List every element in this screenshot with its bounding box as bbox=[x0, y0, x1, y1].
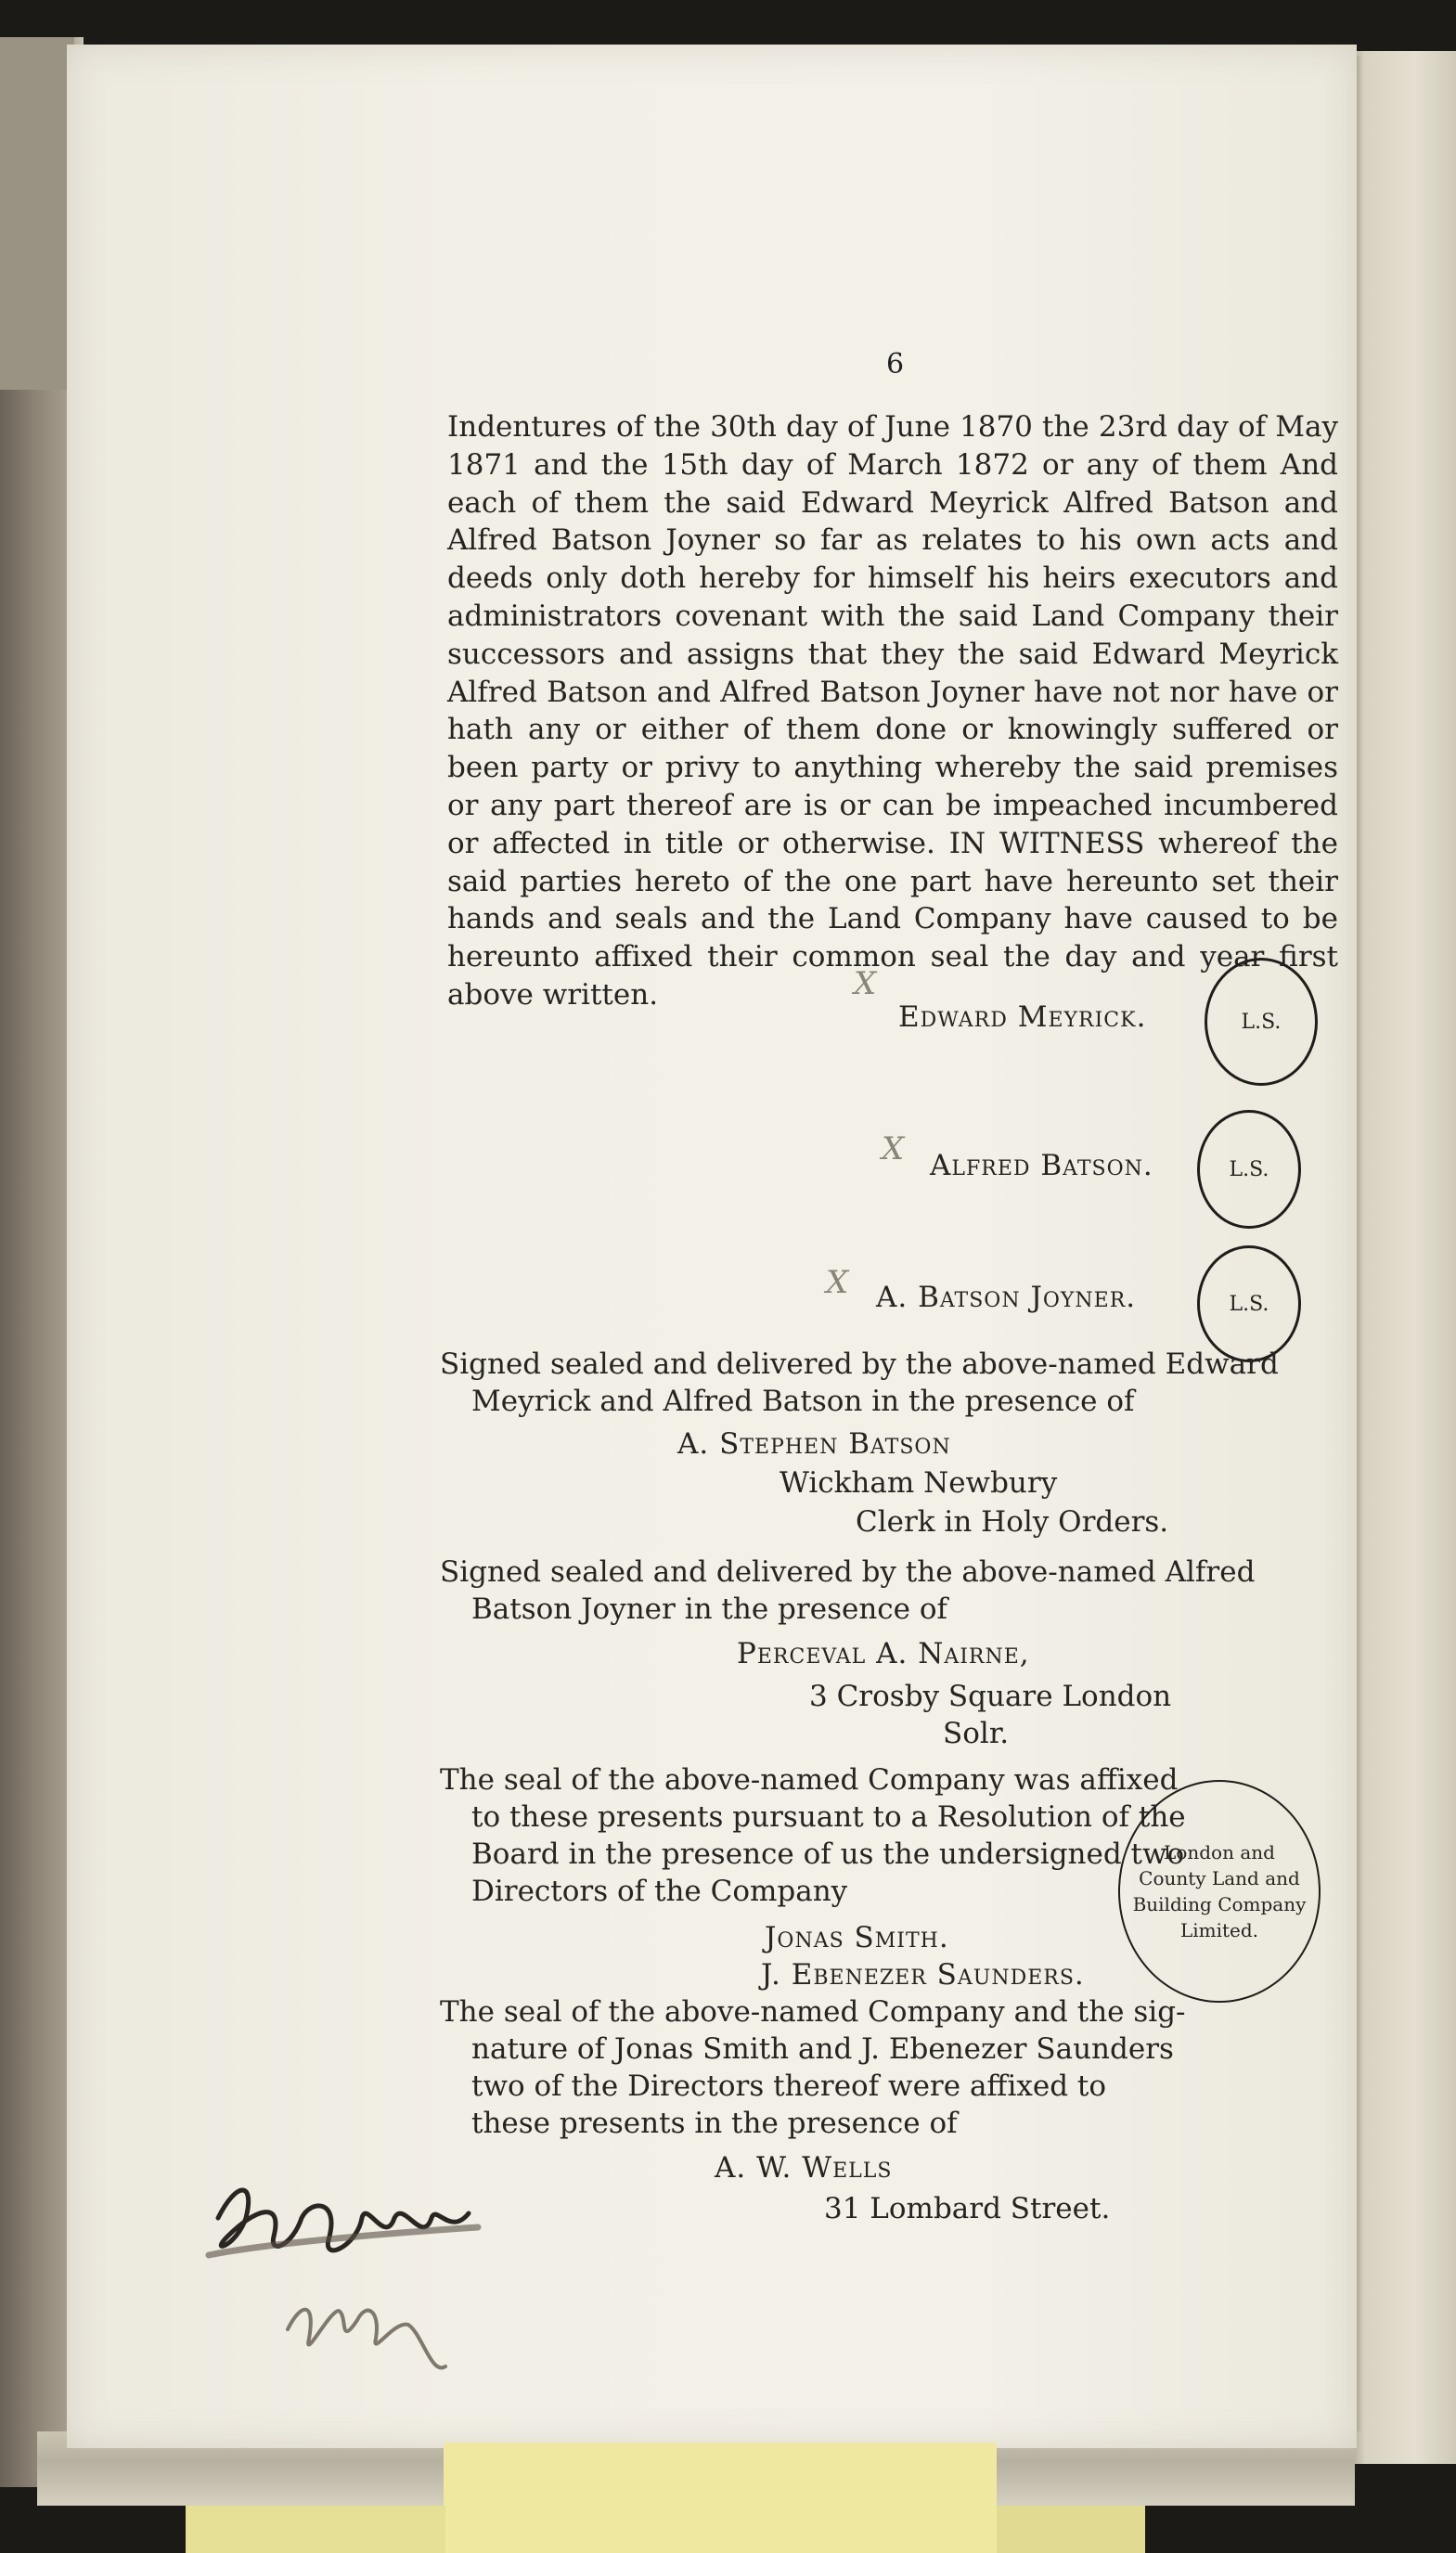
final-attestation-line-3: two of the Directors thereof were affixed to bbox=[471, 2069, 1107, 2103]
witness-1-occupation: Clerk in Holy Orders. bbox=[856, 1505, 1169, 1539]
page-number: 6 bbox=[886, 348, 905, 380]
final-attestation-line-1: The seal of the above-named Company and the sig- bbox=[440, 1995, 1186, 2029]
deed-body-paragraph: Indentures of the 30th day of June 1870 the 23rd day of May 1871 and the 15th day of March 1872 or any of them And each of them the said Edward Meyrick Alfred Batson and Alfred Batson Joyner so far as relates to his own acts and deeds only doth hereby for himself his heirs executors and administrators covenant with the said Land Company their successors and assigns that they the said Edward Meyrick Alfred Batson and Alfred Batson Joyner have not nor have or hath any or either of them done or knowingly suffered or been party or privy to anything whereby the said premises or any part thereof are is or can be impeached incumbered or affected in title or otherwise. IN WITNESS whereof the said parties hereto of the one part have hereunto set their hands and seals and the Land Company have caused to be hereunto affixed their common seal the day and year first above written. bbox=[447, 410, 1338, 1012]
company-seal-clause-line-2: to these presents pursuant to a Resolution of the bbox=[471, 1800, 1186, 1834]
seal-label-2: L.S. bbox=[1229, 1157, 1269, 1181]
company-seal-text-1: London and bbox=[1164, 1841, 1275, 1863]
seal-label-3: L.S. bbox=[1229, 1292, 1269, 1316]
director-2-name: J. Ebenezer Saunders. bbox=[761, 1958, 1085, 1992]
company-seal-clause-line-1: The seal of the above-named Company was affixed bbox=[440, 1763, 1179, 1797]
witness-2-occupation: Solr. bbox=[943, 1717, 1010, 1750]
final-attestation-line-2: nature of Jonas Smith and J. Ebenezer Saunders bbox=[471, 2032, 1174, 2066]
witness-2-address: 3 Crosby Square London bbox=[809, 1680, 1172, 1713]
adjacent-page-right bbox=[1355, 51, 1456, 2464]
attestation-1-line-2: Meyrick and Alfred Batson in the presence of bbox=[471, 1385, 1135, 1418]
seal-label-1: L.S. bbox=[1241, 1010, 1282, 1034]
attestation-2-line-2: Batson Joyner in the presence of bbox=[471, 1592, 947, 1626]
yellow-paper-strip-right bbox=[997, 2506, 1145, 2553]
yellow-paper-strip-left bbox=[186, 2506, 445, 2553]
company-seal-text-4: Limited. bbox=[1179, 1919, 1259, 1941]
witness-3-name: A. W. Wells bbox=[715, 2151, 893, 2185]
company-seal-text-2: County Land and bbox=[1139, 1867, 1300, 1889]
pencil-mark-1: X bbox=[854, 965, 877, 1002]
witness-1-address: Wickham Newbury bbox=[780, 1466, 1058, 1500]
attestation-1-line-1: Signed sealed and delivered by the above-named Edward bbox=[440, 1347, 1279, 1381]
attestation-2-line-1: Signed sealed and delivered by the above-named Alfred bbox=[440, 1555, 1256, 1589]
signatory-name-1: Edward Meyrick. bbox=[898, 1000, 1147, 1034]
seal-circle-1 bbox=[1205, 958, 1318, 1086]
signatory-name-2: Alfred Batson. bbox=[930, 1149, 1153, 1182]
director-1-name: Jonas Smith. bbox=[765, 1921, 949, 1954]
witness-3-address: 31 Lombard Street. bbox=[824, 2192, 1111, 2225]
signatory-name-3: A. Batson Joyner. bbox=[876, 1281, 1137, 1314]
handwritten-signature bbox=[200, 2162, 506, 2413]
company-seal-circle bbox=[1118, 1780, 1321, 2003]
pencil-mark-2: X bbox=[882, 1130, 905, 1167]
witness-2-name: Perceval A. Nairne, bbox=[737, 1637, 1030, 1670]
seal-circle-3 bbox=[1197, 1245, 1301, 1362]
pencil-mark-3: X bbox=[826, 1264, 849, 1301]
company-seal-text-3: Building Company bbox=[1132, 1893, 1307, 1915]
witness-1-name: A. Stephen Batson bbox=[677, 1427, 951, 1461]
seal-circle-2 bbox=[1197, 1110, 1301, 1229]
yellow-paper-tab bbox=[444, 2443, 997, 2553]
company-seal-clause-line-4: Directors of the Company bbox=[471, 1875, 848, 1908]
company-seal-clause-line-3: Board in the presence of us the undersigned two bbox=[471, 1837, 1185, 1871]
book-binding-cloth bbox=[0, 37, 74, 390]
final-attestation-line-4: these presents in the presence of bbox=[471, 2107, 958, 2140]
